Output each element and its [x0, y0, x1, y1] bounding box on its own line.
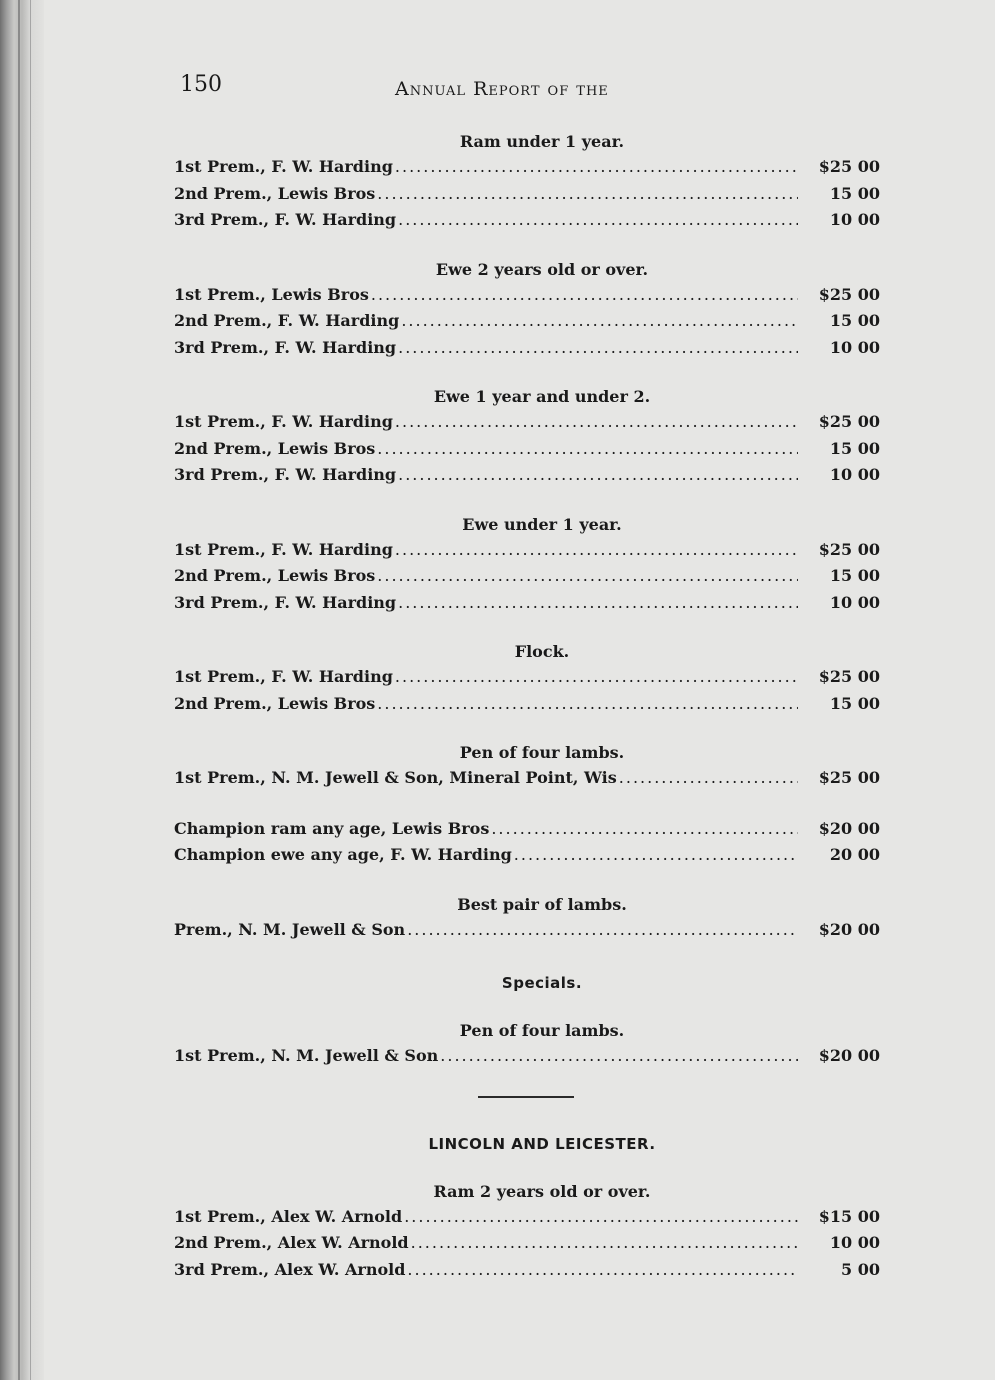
- dot-leader: [377, 181, 798, 208]
- breed-heading: LINCOLN AND LEICESTER.: [428, 1134, 656, 1153]
- dot-leader: [411, 1230, 798, 1257]
- section-lincoln-and-leicester: [174, 1132, 880, 1284]
- premium-amount: 15 00: [829, 693, 880, 713]
- premium-amount: $20 00: [818, 1046, 880, 1065]
- premium-amount: 15 00: [829, 311, 880, 330]
- premium-amount: 10 00: [829, 337, 880, 357]
- dot-leader: [514, 842, 798, 869]
- dot-leader: [401, 308, 798, 335]
- premium-amount: 15 00: [829, 183, 880, 203]
- section-specials: [174, 971, 880, 1070]
- premium-row: [174, 181, 880, 208]
- dot-leader: [371, 282, 798, 309]
- dot-leader: [619, 765, 798, 792]
- dot-leader: [491, 816, 798, 843]
- section-flock: [174, 640, 880, 717]
- section-champions: [174, 816, 880, 869]
- page-content: [174, 130, 880, 1283]
- premium-label: 1st Prem., N. M. Jewell & Son, Mineral Point, Wis: [174, 768, 617, 787]
- premium-row: [174, 816, 880, 843]
- premium-row: [174, 563, 880, 590]
- premium-row: [174, 409, 880, 436]
- premium-row: [174, 462, 880, 489]
- premium-row: [174, 436, 880, 463]
- binding-line: [30, 0, 31, 1380]
- book-binding-edge: [0, 0, 44, 1380]
- premium-row: [174, 154, 880, 181]
- premium-amount: 10 00: [829, 210, 880, 229]
- page-number: 150: [180, 72, 222, 97]
- premium-row: [174, 335, 880, 362]
- premium-row: [174, 917, 880, 944]
- premium-label: 1st Prem., Alex W. Arnold: [174, 1206, 403, 1226]
- premium-row: [174, 691, 880, 718]
- premium-row: [174, 537, 880, 564]
- dot-leader: [377, 691, 798, 718]
- dot-leader: [398, 590, 798, 617]
- section-heading: Ram under 1 year.: [459, 132, 625, 151]
- premium-label: 2nd Prem., Alex W. Arnold: [174, 1233, 409, 1252]
- section-pen-of-four-lambs: [174, 741, 880, 792]
- premium-amount: $25 00: [818, 667, 880, 686]
- premium-row: [174, 1230, 880, 1257]
- premium-row: [174, 282, 880, 309]
- specials-heading: Specials.: [501, 974, 583, 992]
- premium-label: Champion ewe any age, F. W. Harding: [174, 845, 512, 864]
- premium-amount: $25 00: [818, 539, 880, 559]
- dot-leader: [440, 1043, 798, 1070]
- section-ewe-under-1-year: [174, 513, 880, 617]
- premium-row: [174, 1204, 880, 1231]
- premium-amount: 5 00: [841, 1259, 880, 1279]
- premium-row: [174, 207, 880, 234]
- dot-leader: [404, 1204, 798, 1231]
- premium-row: [174, 308, 880, 335]
- premium-label: 1st Prem., F. W. Harding: [174, 157, 393, 176]
- premium-label: 2nd Prem., Lewis Bros: [174, 693, 376, 713]
- section-heading: Ram 2 years old or over.: [433, 1181, 651, 1201]
- premium-label: 1st Prem., F. W. Harding: [174, 539, 393, 559]
- premium-label: 3rd Prem., F. W. Harding: [174, 337, 397, 357]
- binding-line: [18, 0, 20, 1380]
- dot-leader: [407, 1257, 798, 1284]
- running-title: Annual Report of the: [395, 78, 609, 100]
- dot-leader: [395, 537, 798, 564]
- section-heading: Pen of four lambs.: [459, 1021, 625, 1040]
- section-ram-under-1-year: [174, 130, 880, 234]
- premium-label: 3rd Prem., F. W. Harding: [174, 592, 397, 612]
- section-heading: Best pair of lambs.: [457, 894, 627, 914]
- dot-leader: [398, 207, 798, 234]
- premium-label: 2nd Prem., Lewis Bros: [174, 566, 376, 585]
- premium-row: [174, 1043, 880, 1070]
- dot-leader: [377, 436, 798, 463]
- dot-leader: [407, 917, 798, 944]
- premium-row: [174, 1257, 880, 1284]
- premium-label: 1st Prem., Lewis Bros: [174, 284, 369, 304]
- premium-row: [174, 590, 880, 617]
- premium-label: 1st Prem., F. W. Harding: [174, 412, 393, 431]
- section-heading: Ewe under 1 year.: [462, 514, 622, 534]
- premium-amount: $15 00: [818, 1206, 880, 1226]
- premium-amount: $20 00: [818, 818, 880, 838]
- section-heading: Ewe 1 year and under 2.: [433, 387, 651, 406]
- page-header: [180, 72, 880, 108]
- premium-amount: 20 00: [829, 845, 880, 864]
- dot-leader: [395, 154, 798, 181]
- premium-amount: 10 00: [829, 592, 880, 612]
- premium-label: 1st Prem., F. W. Harding: [174, 667, 393, 686]
- premium-label: Prem., N. M. Jewell & Son: [174, 919, 406, 939]
- section-heading: Ewe 2 years old or over.: [435, 259, 649, 279]
- premium-label: 3rd Prem., Alex W. Arnold: [174, 1259, 406, 1279]
- premium-label: 3rd Prem., F. W. Harding: [174, 465, 397, 484]
- premium-amount: $25 00: [818, 768, 880, 787]
- dot-leader: [377, 563, 798, 590]
- section-heading: Pen of four lambs.: [459, 743, 625, 762]
- premium-row: [174, 664, 880, 691]
- dot-leader: [398, 462, 798, 489]
- premium-label: 1st Prem., N. M. Jewell & Son: [174, 1046, 439, 1065]
- premium-label: 2nd Prem., F. W. Harding: [174, 311, 400, 330]
- premium-label: 2nd Prem., Lewis Bros: [174, 438, 376, 458]
- premium-amount: $20 00: [818, 919, 880, 939]
- premium-amount: 15 00: [829, 566, 880, 585]
- premium-amount: 15 00: [829, 438, 880, 458]
- section-heading: Flock.: [514, 642, 570, 661]
- dot-leader: [395, 664, 798, 691]
- premium-amount: $25 00: [818, 157, 880, 176]
- premium-row: [174, 765, 880, 792]
- section-ewe-2-years-or-over: [174, 258, 880, 362]
- dot-leader: [398, 335, 798, 362]
- premium-label: 2nd Prem., Lewis Bros: [174, 183, 376, 203]
- premium-amount: $25 00: [818, 284, 880, 304]
- section-best-pair-of-lambs: [174, 893, 880, 944]
- dot-leader: [395, 409, 798, 436]
- premium-amount: $25 00: [818, 412, 880, 431]
- section-ewe-1-year-and-under-2: [174, 385, 880, 489]
- premium-label: 3rd Prem., F. W. Harding: [174, 210, 397, 229]
- premium-amount: 10 00: [829, 1233, 880, 1252]
- premium-label: Champion ram any age, Lewis Bros: [174, 818, 490, 838]
- premium-amount: 10 00: [829, 465, 880, 484]
- premium-row: [174, 842, 880, 869]
